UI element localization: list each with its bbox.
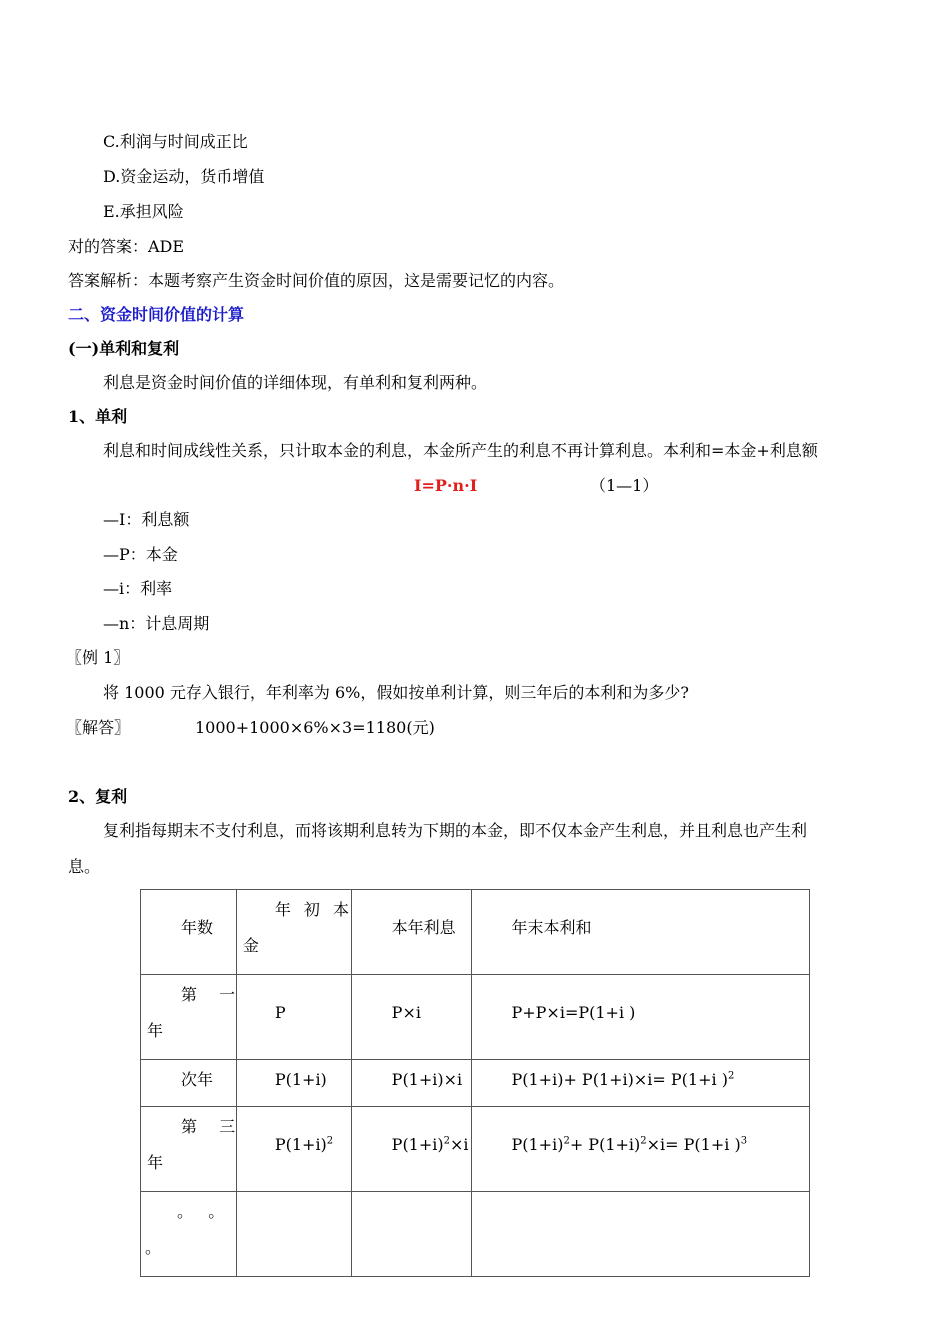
answer-analysis: 答案解析：本题考察产生资金时间价值的原因，这是需要记忆的内容。 — [68, 271, 565, 290]
row2-total-expression — [511, 1070, 734, 1090]
row1-year-line2: 年 — [147, 1021, 164, 1040]
row1-total — [472, 975, 810, 1060]
option-c: C.利润与时间成正比 — [103, 132, 248, 151]
row2-total — [472, 1060, 810, 1107]
intro-paragraph: 利息是资金时间价值的详细体现，有单利和复利两种。 — [103, 373, 488, 392]
row3-interest-text: P(1+i) — [391, 1135, 444, 1154]
header-interest-label: 本年利息 — [391, 918, 456, 937]
row4-principal — [236, 1192, 351, 1277]
simple-interest-description: 利息和时间成线性关系，只计取本金的利息，本金所产生的利息不再计算利息。本利和=本金+利息额 — [103, 441, 818, 460]
compound-interest-heading: 2、复利 — [68, 787, 128, 806]
row3-principal-exponent: 2 — [326, 1135, 334, 1147]
table-row — [141, 975, 810, 1060]
compound-interest-description: 复利指每期末不支付利息，而将该期利息转为下期的本金，即不仅本金产生利息，并且利息也产生利 — [103, 821, 808, 840]
header-year — [141, 890, 237, 975]
row3-interest-expression — [392, 1135, 469, 1155]
row3-total-part3: ×i= P(1+i ) — [646, 1135, 741, 1154]
header-principal-label-line2: 金 — [242, 936, 259, 955]
table-row — [141, 1107, 810, 1192]
table-row — [141, 1060, 810, 1107]
solution-expression: 1000+1000×6%×3=1180(元) — [195, 718, 435, 737]
row4-total — [472, 1192, 810, 1277]
row3-year-line1: 第 三 — [181, 1117, 240, 1136]
row2-principal — [236, 1060, 351, 1107]
row1-principal — [236, 975, 351, 1060]
row3-interest-suffix: ×i — [450, 1135, 469, 1154]
header-interest — [351, 890, 472, 975]
option-d: D.资金运动，货币增值 — [103, 167, 265, 186]
row3-total-exp1: 2 — [563, 1135, 570, 1147]
row3-total — [472, 1107, 810, 1192]
header-year-label: 年数 — [181, 918, 214, 937]
row2-interest — [351, 1060, 472, 1107]
row4-dots-line2: 。 — [145, 1238, 162, 1257]
row3-total-expression — [511, 1135, 747, 1155]
row1-year — [141, 975, 240, 1060]
header-total-label: 年末本利和 — [511, 918, 592, 937]
row1-interest-value: P×i — [391, 1003, 421, 1022]
row2-principal-value: P(1+i) — [274, 1070, 327, 1089]
header-principal — [236, 890, 354, 975]
definition-interest: —I：利息额 — [103, 510, 190, 529]
row3-principal — [236, 1107, 351, 1192]
row3-total-part2: + P(1+i) — [569, 1135, 641, 1154]
row1-year-line1: 第 一 — [181, 985, 240, 1004]
row3-total-part1: P(1+i) — [511, 1135, 564, 1154]
definition-principal: —P：本金 — [103, 545, 178, 564]
row3-interest-exponent: 2 — [443, 1135, 450, 1147]
header-total — [472, 890, 810, 975]
option-e: E.承担风险 — [103, 202, 184, 221]
example-label: 〖例 1〗 — [66, 648, 130, 667]
row4-interest — [351, 1192, 472, 1277]
row2-year-label: 次年 — [181, 1070, 214, 1089]
row2-total-exponent: 2 — [727, 1070, 735, 1082]
row3-year-line2: 年 — [147, 1153, 164, 1172]
row4-dots-line1: 。 。 — [177, 1202, 225, 1221]
simple-interest-formula: I=P·n·I — [414, 476, 478, 495]
row3-principal-expression — [275, 1135, 333, 1155]
row2-year — [141, 1060, 237, 1107]
example-question: 将 1000 元存入银行，年利率为 6%，假如按单利计算，则三年后的本利和为多少? — [103, 683, 689, 702]
row1-interest — [351, 975, 472, 1060]
section-heading: 二、资金时间价值的计算 — [68, 305, 245, 324]
compound-interest-table — [140, 889, 810, 1277]
row2-interest-value: P(1+i)×i — [391, 1070, 463, 1089]
formula-number: （1—1） — [590, 476, 659, 495]
row3-interest — [351, 1107, 472, 1192]
row4-year — [141, 1192, 237, 1277]
row3-principal-text: P(1+i) — [274, 1135, 327, 1154]
row3-total-exp3: 3 — [740, 1135, 748, 1147]
table-row — [141, 1192, 810, 1277]
definition-rate: —i：利率 — [103, 579, 173, 598]
simple-interest-heading: 1、单利 — [68, 407, 128, 426]
row2-total-text: P(1+i)+ P(1+i)×i= P(1+i ) — [511, 1070, 728, 1089]
definition-period: —n：计息周期 — [103, 614, 210, 633]
table-header-row — [141, 890, 810, 975]
compound-interest-description-end: 息。 — [68, 857, 101, 876]
row3-year — [141, 1107, 240, 1192]
row1-principal-value: P — [274, 1003, 286, 1022]
header-principal-label-line1: 年 初 本 — [274, 900, 354, 919]
row3-total-exp2: 2 — [640, 1135, 647, 1147]
row1-total-value: P+P×i=P(1+i ) — [511, 1003, 636, 1022]
correct-answer: 对的答案：ADE — [68, 237, 185, 256]
subsection-heading: (一)单利和复利 — [68, 339, 180, 358]
solution-label: 〖解答〗 — [66, 718, 131, 737]
